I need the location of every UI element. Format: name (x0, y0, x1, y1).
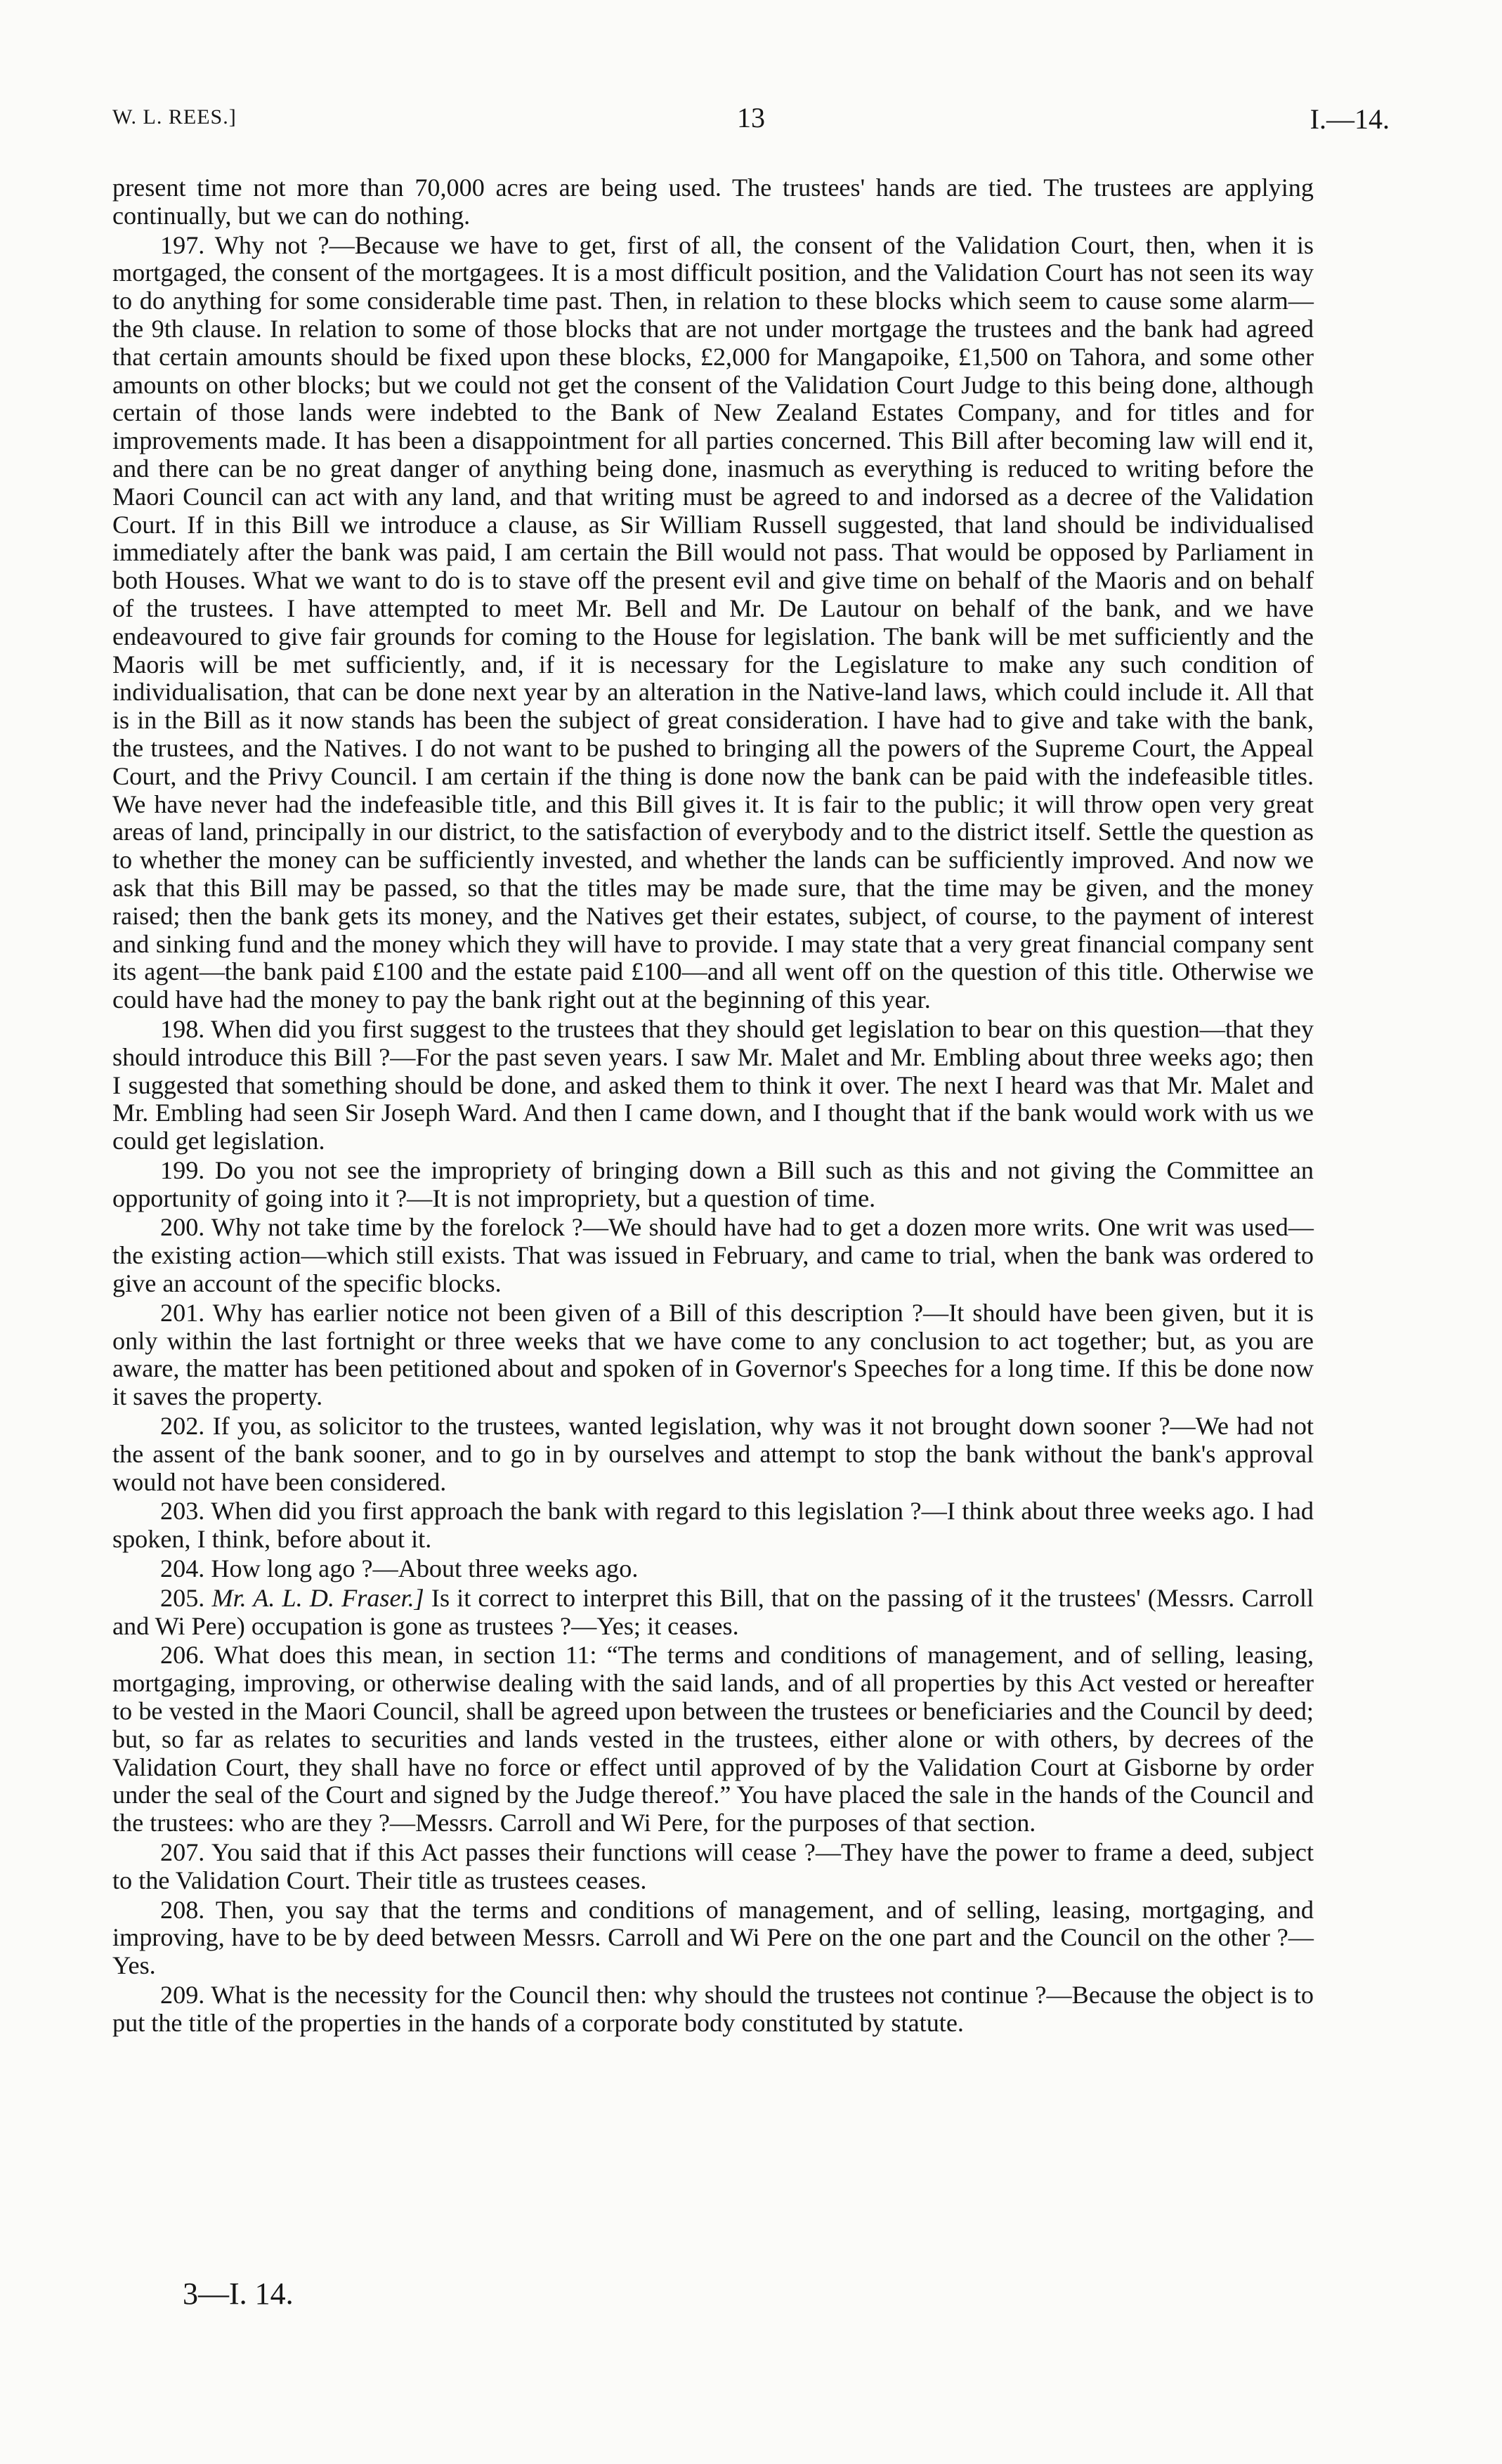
paragraph-203: 203. When did you first approach the bank with regard to this legislation ?—I think about three weeks ago. I had spoken, I think, before about it. (112, 1497, 1314, 1554)
paragraph-204: 204. How long ago ?—About three weeks ago. (160, 1554, 639, 1583)
page-header (112, 102, 1390, 148)
speaker-name: Mr. A. L. D. Fraser.] (211, 1583, 424, 1612)
paragraph-continuation: present time not more than 70,000 acres are being used. The trustees' hands are tied. The trustees are applying continually, but we can do nothing. (112, 173, 1314, 230)
question-text: Is it correct to interpret this Bill, that on the passing of it the trustees' (Messrs. Carroll and Wi Pere) occupation is gone as trustees ?—Yes; it ceases. (112, 1583, 1314, 1640)
body-text (112, 174, 1314, 2039)
page-number: 13 (737, 102, 765, 133)
paragraph-199: 199. Do you not see the impropriety of bringing down a Bill such as this and not giving the Committee an opportunity of going into it ?—It is not impropriety, but a question of time. (112, 1155, 1314, 1212)
paragraph-198: 198. When did you first suggest to the trustees that they should get legislation to bear on this question—that they should introduce this Bill ?—For the past seven years. I saw Mr. Malet and Mr. Embling about three weeks ago; then I suggested that something should be done, and asked them to think it over. The next I heard was that Mr. Malet and Mr. Embling had seen Sir Joseph Ward. And then I came down, and I thought that if the bank would work with us we could get legislation. (112, 1014, 1314, 1155)
paragraph-209: 209. What is the necessity for the Council then: why should the trustees not continue ?—Because the object is to put the title of the properties in the hands of a corporate body constituted by statute. (112, 1981, 1314, 2037)
paragraph-206: 206. What does this mean, in section 11: “The terms and conditions of management, and of selling, leasing, mortgaging, improving, or otherwise dealing with the said lands, and of all properties by this Act vested or hereafter to be vested in the Maori Council, shall be agreed upon between the trustees or beneficiaries and the Council by deed; but, so far as relates to securities and lands vested in the trustees, either alone or with others, by decrees of the Validation Court, they shall have no force or effect until approved of by the Validation Court at Gisborne by order under the seal of the Court and signed by the Judge thereof.” You have placed the sale in the hands of the Council and the trustees: who are they ?—Messrs. Carroll and Wi Pere, for the purposes of that section. (112, 1641, 1314, 1837)
paragraph-207: 207. You said that if this Act passes their functions will cease ?—They have the power to frame a deed, subject to the Validation Court. Their title as trustees ceases. (112, 1838, 1314, 1894)
signature-mark: 3—I. 14. (183, 2276, 294, 2311)
running-head-author: W. L. REES.] (112, 105, 237, 129)
document-reference: I.—14. (1310, 103, 1390, 135)
paragraph-205 (112, 1585, 1314, 1641)
paragraph-197: 197. Why not ?—Because we have to get, first of all, the consent of the Validation Court, then, when it is mortgaged, the consent of the mortgagees. It is a most difficult position, and the Validation Court has not seen its way to do anything for some considerable time past. Then, in relation to these blocks which seem to cause some alarm—the 9th clause. In relation to some of those blocks that are not under mortgage the trustees and the bank had agreed that certain amounts should be fixed upon these blocks, £2,000 for Mangapoike, £1,500 on Tahora, and some other amounts on other blocks; but we could not get the consent of the Validation Court Judge to this being done, although certain of those lands were indebted to the Bank of New Zealand Estates Company, and for titles and for improvements made. It has been a disappointment for all parties concerned. This Bill after becoming law will end it, and there can be no great danger of anything being done, inasmuch as everything is reduced to writing before the Maori Council can act with any land, and that writing must be agreed to and indorsed as a decree of the Validation Court. If in this Bill we introduce a clause, as Sir William Russell suggested, that land should be individualised immediately after the bank was paid, I am certain the Bill would not pass. That would be opposed by Parliament in both Houses. What we want to do is to stave off the present evil and give time on behalf of the Maoris and on behalf of the trustees. I have attempted to meet Mr. Bell and Mr. De Lautour on behalf of the bank, and we have endeavoured to give fair grounds for coming to the House for legislation. The bank will be met sufficiently and the Maoris will be met sufficiently, and, if it is necessary for the Legislature to make any such condition of individualisation, that can be done next year by an alteration in the Native-land laws, which could include it. All that is in the Bill as it now stands has been the subject of great consideration. I have had to give and take with the bank, the trustees, and the Natives. I do not want to be pushed to bringing all the powers of the Supreme Court, the Appeal Court, and the Privy Council. I am certain if the thing is done now the bank can be paid with the indefeasible titles. We have never had the indefeasible title, and this Bill gives it. It is fair to the public; it will throw open very great areas of land, principally in our district, to the satisfaction of everybody and to the district itself. Settle the question as to whether the money can be sufficiently invested, and whether the lands can be sufficiently improved. And now we ask that this Bill may be passed, so that the titles may be made sure, that the time may be given, and the money raised; then the bank gets its money, and the Natives get their estates, subject, of course, to the payment of interest and sinking fund and the money which they will have to provide. I may state that a very great financial company sent its agent—the bank paid £100 and the estate paid £100—and all went off on the question of this title. Otherwise we could have had the money to pay the bank right out at the beginning of this year. (112, 230, 1314, 1014)
question-number: 205. (160, 1583, 205, 1612)
paragraph-208: 208. Then, you say that the terms and conditions of management, and of selling, leasing, mortgaging, and improving, have to be by deed between Messrs. Carroll and Wi Pere on the one part and the Council on the other ?—Yes. (112, 1895, 1314, 1980)
paragraph-202: 202. If you, as solicitor to the trustees, wanted legislation, why was it not brought down sooner ?—We had not the assent of the bank sooner, and to go in by ourselves and attempt to stop the bank without the bank's approval would not have been considered. (112, 1412, 1314, 1496)
paragraph-200: 200. Why not take time by the forelock ?—We should have had to get a dozen more writs. One writ was used—the existing action—which still exists. That was issued in February, and came to trial, when the bank was ordered to give an account of the specific blocks. (112, 1213, 1314, 1298)
paragraph-201: 201. Why has earlier notice not been given of a Bill of this description ?—It should have been given, but it is only within the last fortnight or three weeks that we have come to any conclusion to act together; but, as you are aware, the matter has been petitioned about and spoken of in Governor's Speeches for a long time. If this be done now it saves the property. (112, 1298, 1314, 1411)
